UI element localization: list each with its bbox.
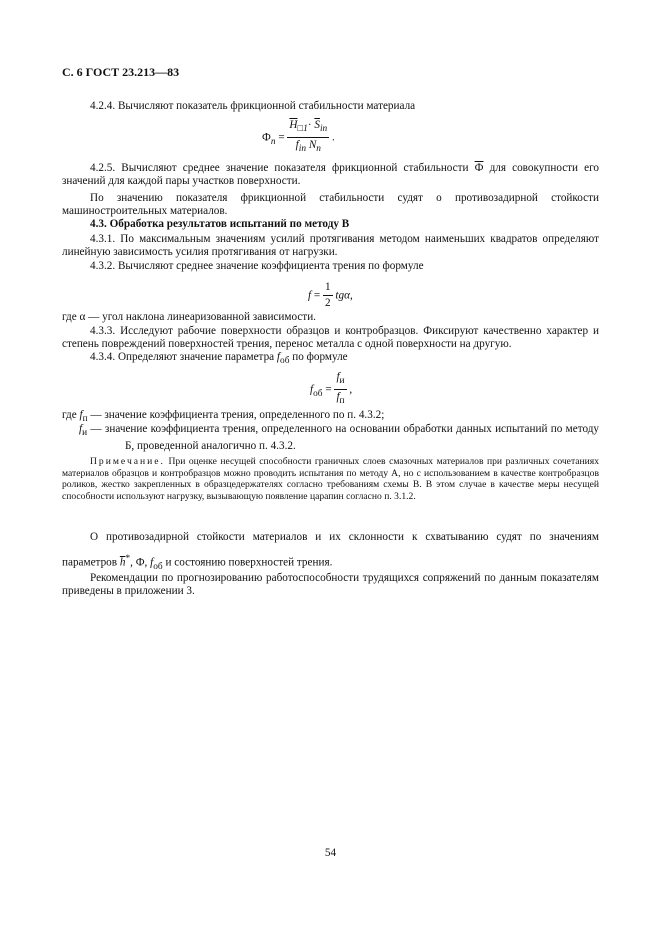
paragraph-4-2-4: 4.2.4. Вычисляют показатель фрикционной стабильности материала: [90, 100, 416, 112]
paragraph-4-3-2: 4.3.2. Вычисляют среднее значение коэффициента трения по формуле: [90, 260, 424, 272]
f1-num-h-sub: □1: [297, 124, 308, 135]
f1-eq: =: [278, 131, 285, 144]
judge-phi: Ф,: [135, 556, 148, 569]
where-fi-text: — значение коэффициента трения, определенного на основании обработки данных испытаний по методу Б, проведенной аналогично п. 4.3.2.: [90, 423, 600, 453]
p434-text-a: 4.3.4. Определяют значение параметра: [90, 351, 275, 363]
p434-text-b: по формуле: [292, 351, 348, 363]
note-text: При оценке несущей способности граничных слоев смазочных материалов при различных сочетаниях материалов образцов и контробразцов можно проводить испытания по методу А, но с использованием в качестве контробразцов роликов, жестко закрепленных в образцедержателях согласно требованиям схемы В. В этом случае в качестве меры несущей способности используют нагрузку, вызывающую появление царапин согласно п. 3.1.2.: [62, 456, 599, 502]
note-label: Примечание.: [90, 456, 165, 467]
f2-num: 1: [323, 281, 333, 296]
formula-friction-coefficient: [308, 281, 353, 310]
f2-rhs: tgα: [335, 289, 350, 302]
f3-num: f: [336, 371, 340, 383]
f1-end: .: [332, 131, 335, 144]
paragraph-4-3-1: 4.3.1. По максимальным значениям усилий протягивания методом наименьших квадратов определяют линейную зависимость усилия протягивания от нагрузки.: [62, 233, 599, 259]
where-fp-text: — значение коэффициента трения, определенного по п. 4.3.2;: [90, 409, 385, 421]
p425-text-b: для совокупности его значений для каждой пары участков поверхности.: [62, 162, 600, 188]
f3-den: f: [336, 391, 340, 404]
paragraph-judgement: О противозадирной стойкости материалов и их склонности к схватыванию судят по значениям параметров $\overline{h}^*$, Ф, $f_{об}$ и состоянию поверхностей трения.: [62, 531, 599, 572]
f3-den-sub: п: [339, 396, 345, 407]
f3-lhs-sub: об: [313, 388, 323, 399]
where-fi: [79, 423, 599, 454]
judge-f: f: [150, 556, 154, 569]
f2-den: 2: [325, 297, 331, 310]
f1-lhs-sub: п: [270, 136, 276, 147]
paragraph-4-3-4: [62, 351, 599, 368]
f2-fraction: [323, 281, 333, 310]
f2-end: ,: [349, 289, 353, 302]
page-header: С. 6 ГОСТ 23.213—83: [62, 65, 180, 79]
where-fp-sub: п: [82, 414, 88, 425]
paragraph-recommendations: Рекомендации по прогнозированию работоспособности трудящихся сопряжений по данным показателям приведены в приложении 3.: [62, 572, 599, 598]
f1-den-f-sub: iп: [298, 144, 307, 155]
p434-sub: об: [280, 356, 290, 367]
judge-text-b: и состоянию поверхностей трения.: [165, 556, 333, 569]
f1-den-n-sub: п: [316, 144, 321, 155]
f1-fraction: $\frac{\overline{H}_{□1}\cdot \overline{S}_{iп}}{f_{iп} N_п}$: [289, 119, 328, 155]
phi-bar-symbol: Ф: [474, 162, 484, 174]
judge-f-sub: об: [153, 561, 163, 572]
where-lead: где: [62, 409, 77, 421]
note-block: [62, 456, 599, 502]
where-fi-sym: f: [79, 423, 83, 435]
judge-star: *: [125, 554, 131, 564]
p425-text-a: 4.2.5. Вычисляют среднее значение показателя фрикционной стабильности: [90, 162, 469, 174]
f1-den-n: N: [308, 139, 317, 152]
where-fp-sym: f: [79, 409, 83, 421]
f3-lhs: f: [310, 383, 314, 396]
f1-num-s: $\overline{S}$: [314, 119, 320, 131]
paragraph-antiseize: По значению показателя фрикционной стабильности судят о противозадирной стойкости машиностроительных материалов.: [62, 192, 599, 218]
formula-f-ob: [310, 371, 352, 409]
f3-end: ,: [349, 383, 353, 396]
f3-fraction: [334, 371, 346, 409]
f1-num-h: $\overline{H}$: [289, 119, 298, 131]
judge-h: $\overline{h}$: [119, 556, 126, 569]
where-fi-sub: и: [82, 428, 88, 439]
section-heading-4-3: 4.3. Обработка результатов испытаний по методу В: [90, 218, 350, 230]
f2-lhs: f: [308, 289, 312, 302]
f1-num-s-sub: iп: [319, 124, 328, 135]
judge-text-a: О противозадирной стойкости материалов и их склонности к схватыванию судят по значениям параметров: [62, 531, 599, 569]
f1-den-f: f: [295, 139, 299, 152]
f1-lhs: Ф: [262, 131, 271, 144]
page-number: 54: [324, 847, 337, 859]
paragraph-alpha-def: где α — угол наклона линеаризованной зависимости.: [62, 311, 316, 323]
formula-friction-stability: [262, 119, 335, 157]
f3-eq: =: [325, 383, 332, 396]
paragraph-4-3-3: 4.3.3. Исследуют рабочие поверхности образцов и контробразцов. Фиксируют качественно характер и степень повреждений поверхностей трения, перенос металла с одной поверхности на другую.: [62, 325, 599, 351]
f3-num-sub: и: [339, 376, 345, 387]
f2-eq: =: [313, 289, 321, 302]
p434-sym: f: [276, 351, 281, 363]
paragraph-4-2-5: [62, 162, 599, 188]
